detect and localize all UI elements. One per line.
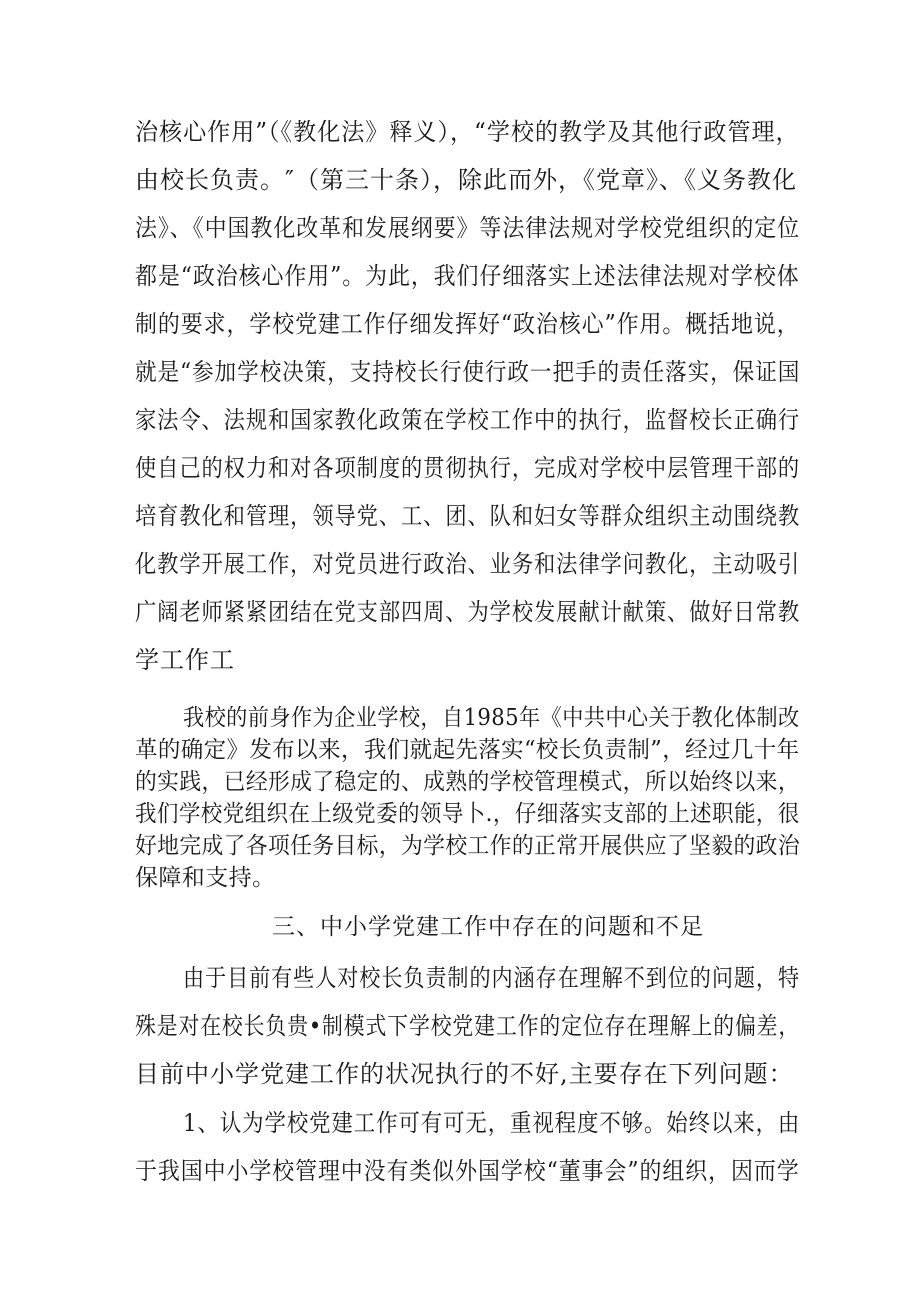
paragraph-2-line: 好地完成了各项任务目标，为学校工作的正常开展供应了坚毅的政治 <box>135 833 801 859</box>
paragraph-4-line: 1、认为学校党建工作可有可无，重视程度不够。始终以来，由 <box>183 1109 801 1137</box>
paragraph-2-line: 革的确定》发布以来，我们就起先落实“校长负责制”，经过几十年 <box>135 737 800 763</box>
paragraph-1-line: 治核心作用”（《教化法》释义），“学校的教学及其他行政管理， <box>135 118 800 146</box>
paragraph-1-line: 就是“参加学校决策，支持校长行使行政一把手的责任落实，保证国 <box>135 358 801 386</box>
paragraph-1-line: 培育教化和管理，领导党、工、团、队和妇女等群众组织主动围绕教 <box>135 502 801 530</box>
paragraph-2-line: 保障和支持。 <box>135 865 276 891</box>
paragraph-3-line: 殊是对在校长负贵•制模式下学校党建工作的定位存在理解上的偏差， <box>135 1012 801 1040</box>
paragraph-1-line: 广阔老师紧紧团结在党支部四周、为学校发展献计献策、做好日常教 <box>135 598 801 626</box>
paragraph-4-line: 于我国中小学校管理中没有类似外国学校“董事会”的组织，因而学 <box>135 1157 800 1185</box>
section-heading: 三、中小学党建工作中存在的问题和不足 <box>272 914 704 940</box>
paragraph-1-line: 法》、《中国教化改革和发展纲要》等法律法规对学校党组织的定位 <box>135 214 801 242</box>
paragraph-1-line: 学工作工 <box>135 646 235 674</box>
paragraph-1-line: 都是“政治核心作用”。为此，我们仔细落实上述法律法规对学校体 <box>135 262 800 290</box>
paragraph-3-line: 目前中小学党建工作的状况执行的不好,主要存在下列问题： <box>135 1060 794 1088</box>
paragraph-1-line: 由校长负责。″（第三十条），除此而外，《党章》、《义务教化 <box>135 166 797 194</box>
paragraph-3-line: 由于目前有些人对校长负责制的内涵存在理解不到位的问题，特 <box>183 964 800 992</box>
paragraph-1-line: 家法令、法规和国家教化政策在学校工作中的执行，监督校长正确行 <box>135 406 801 434</box>
paragraph-1-line: 使自己的权力和对各项制度的贯彻执行，完成对学校中层管理干部的 <box>135 454 801 482</box>
paragraph-2-line: 我们学校党组织在上级党委的领导卜.，仔细落实支部的上述职能，很 <box>135 801 800 827</box>
paragraph-1-line: 化教学开展工作，对党员进行政治、业务和法律学问教化，主动吸引 <box>135 550 801 578</box>
paragraph-2-line: 我校的前身作为企业学校，自1985年《中共中心关于教化体制改 <box>183 705 800 731</box>
paragraph-1-line: 制的要求，学校党建工作仔细发挥好“政治核心”作用。概括地说， <box>135 310 800 338</box>
paragraph-2-line: 的实践，已经形成了稳定的、成熟的学校管理模式，所以始终以来， <box>135 769 801 795</box>
